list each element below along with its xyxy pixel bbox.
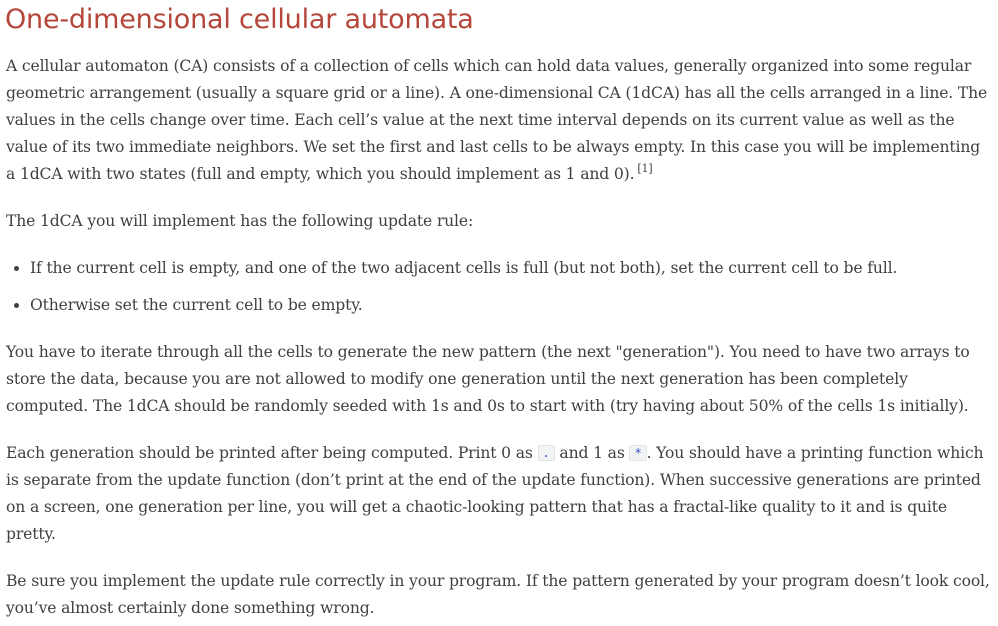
closing-paragraph: Be sure you implement the update rule correctly in your program. If the pattern generated by your program doesn’t look cool, you’ve almost certainly done something wrong. [6, 572, 990, 617]
section-heading: One-dimensional cellular automata [5, 4, 474, 35]
print-text-part: . You should have a printing function which is separate from the update function (don’t print at the end of the update function). When successive generations are printed on a screen, one generation per line, you will get a chaotic-looking pattern that has a fractal-like quality to it and is quite pretty. [6, 444, 984, 543]
print-text-part: and 1 as [554, 444, 630, 462]
rule-item: • Otherwise set the current cell to be empty. [30, 292, 992, 319]
intro-text: A cellular automaton (CA) consists of a collection of cells which can hold data values, generally organized into some regular geometric arrangement (usually a square grid or a line). A one-dimensional CA (1dCA) has all the cells arranged in a line. The values in the cells change over time. Each cell’s value at the next time interval depends on its current value as well as the value of its two immediate neighbors. We set the first and last cells to be always empty. In this case you will be implementing a 1dCA with two states (full and empty, which you should implement as 1 and 0). [6, 57, 988, 183]
iterate-paragraph: You have to iterate through all the cells to generate the new pattern (the next "generation"). You need to have two arrays to store the data, because you are not allowed to modify one generation until the next generation has been completely computed. The 1dCA should be randomly seeded with 1s and 0s to start with (try having about 50% of the cells 1s initially). [6, 343, 970, 415]
print-paragraph [6, 440, 992, 548]
code-full-char: * [629, 445, 646, 461]
rules-list [6, 255, 992, 319]
intro-paragraph [6, 53, 992, 188]
rule-item: • If the current cell is empty, and one of the two adjacent cells is full (but not both), set the current cell to be full. [30, 255, 992, 282]
rule-intro-paragraph: The 1dCA you will implement has the following update rule: [6, 212, 474, 230]
code-empty-char: . [538, 445, 555, 461]
document-content [6, 0, 992, 622]
footnote-link[interactable]: [1] [637, 162, 653, 175]
print-text-part: Each generation should be printed after being computed. Print 0 as [6, 444, 538, 462]
